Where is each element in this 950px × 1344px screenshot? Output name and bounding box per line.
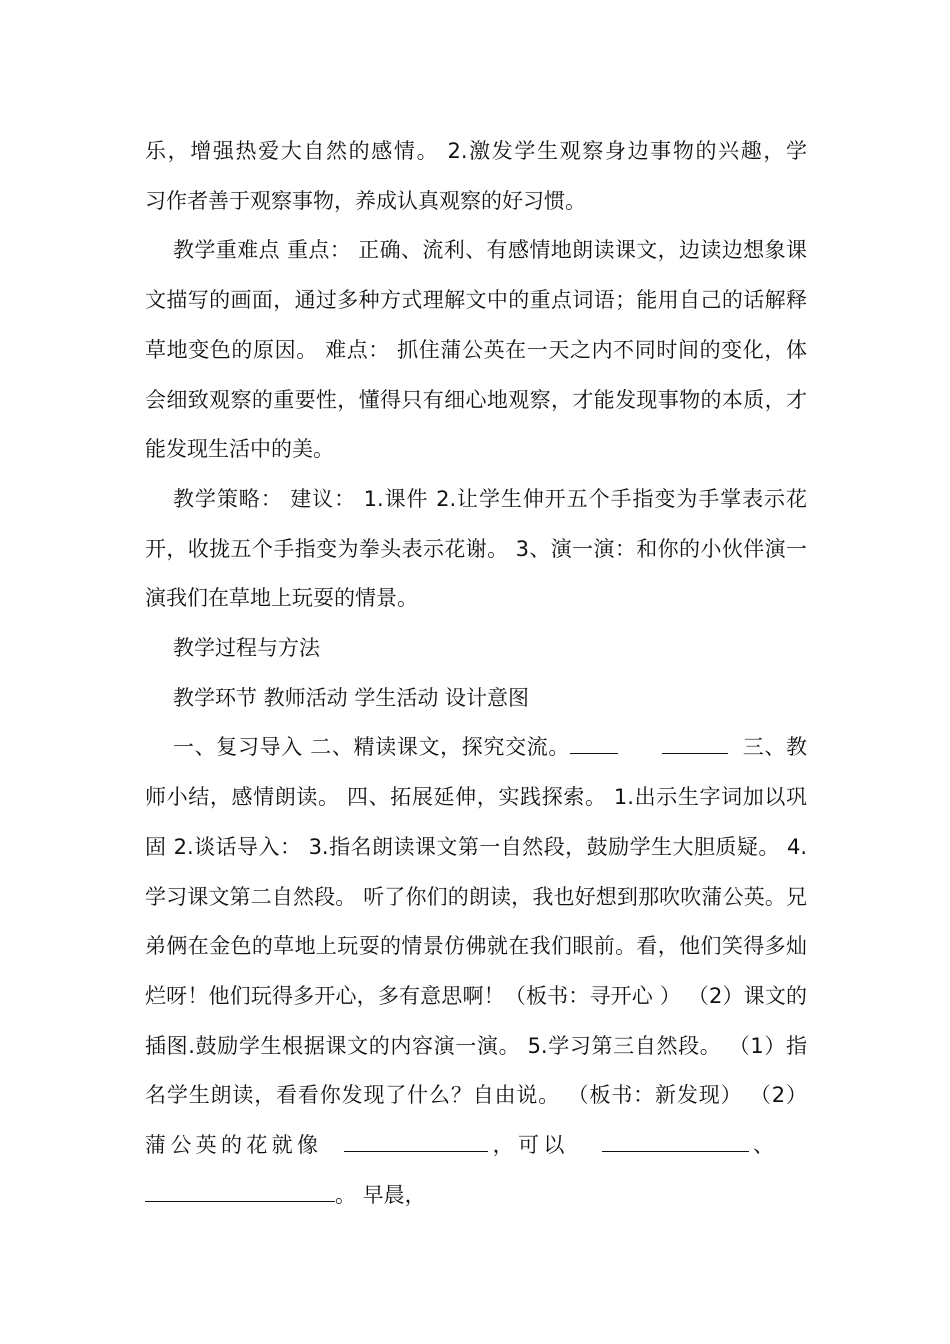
fill-blank — [570, 733, 618, 754]
objectives-line-1: 乐，增强热爱大自然的感情。 2.激发学生观察身边事物的兴趣，学 — [145, 139, 807, 163]
process-text-part-5: 。 早晨， — [335, 1182, 426, 1207]
fill-blank — [410, 1131, 488, 1152]
fill-blank — [145, 1181, 335, 1202]
process-text-part-3: ，可以 — [488, 1133, 569, 1158]
fill-blank — [662, 733, 728, 754]
table-header-row: 教学环节 教师活动 学生活动 设计意图 — [173, 685, 530, 710]
fill-blank — [344, 1131, 410, 1152]
key-points-paragraph: 教学重难点 重点： 正确、流利、有感情地朗读课文，边读边想象课文描写的画面，通过多种方式理解文中的重点词语；能用自己的话解释草地变色的原因。 难点： 抓住蒲公英在一天之内不同时间的变化，体会细致观察的重要性，懂得只有细心地观察，才能发现事物的本质，才能发现生活中的美。 — [145, 238, 807, 462]
fill-blank — [602, 1131, 749, 1152]
lesson-plan-text — [145, 127, 807, 1220]
objectives-line-2: 习作者善于观察事物，养成认真观察的好习惯。 — [145, 188, 586, 213]
process-text-part-2: 三、教师小结，感情朗读。 四、拓展延伸，实践探索。 1.出示生字词加以巩固 2.谈话导入： 3.指名朗读课文第一自然段，鼓励学生大胆质疑。 4.学习课文第二自然段。 听了你们的朗读，我也好想到那吹吹蒲公英。兄弟俩在金色的草地上玩耍的情景仿佛就在我们眼前。看，他们笑得多灿烂呀！他们玩得多开心，多有意思啊！（板书：寻开心 ） （2）课文的插图.鼓励学生根据课文的内容演一演。 5.学习第三自然段。 （1）指名学生朗读，看看你发现了什么？自由说。 （板书：新发现） （2） 蒲公英的花就像 — [145, 735, 807, 1158]
strategy-paragraph: 教学策略： 建议： 1.课件 2.让学生伸开五个手指变为手掌表示花开，收拢五个手指变为拳头表示花谢。 3、演一演：和你的小伙伴演一演我们在草地上玩耍的情景。 — [145, 486, 807, 611]
process-heading: 教学过程与方法 — [173, 636, 320, 661]
process-paragraph — [145, 723, 807, 1220]
process-text-part-1: 一、复习导入 二、精读课文，探究交流。 — [173, 735, 571, 760]
process-text-part-4: 、 — [748, 1133, 779, 1158]
